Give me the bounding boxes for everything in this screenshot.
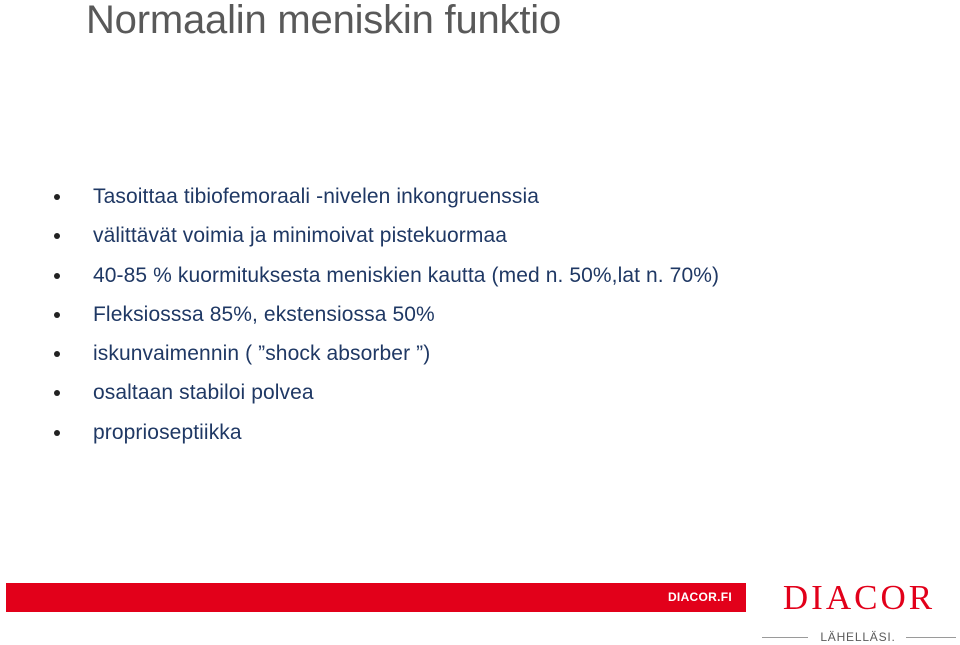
logo-tagline: LÄHELLÄSI.: [820, 630, 896, 644]
footer-bar: [6, 583, 746, 612]
bullet-icon: [54, 312, 60, 318]
bullet-icon: [54, 194, 60, 200]
footer-url-link[interactable]: DIACOR.FI: [667, 590, 732, 604]
logo-wordmark: DIACOR: [782, 578, 936, 617]
bullet-text: välittävät voimia ja minimoivat pistekuormaa: [93, 224, 508, 248]
bullet-text: Tasoittaa tibiofemoraali -nivelen inkongruenssia: [93, 185, 540, 208]
bullet-icon: [54, 273, 60, 279]
bullet-icon: [54, 351, 60, 357]
diacor-logo: [762, 579, 956, 645]
bullet-text: osaltaan stabiloi polvea: [93, 381, 314, 405]
slide-title: Normaalin meniskin funktio: [86, 0, 561, 42]
bullet-text: iskunvaimennin ( ”shock absorber ”): [93, 342, 431, 366]
bullet-text: 40-85 % kuormituksesta meniskien kautta (med n. 50%,lat n. 70%): [93, 263, 720, 287]
tagline-divider-left: [762, 637, 808, 638]
tagline-divider-right: [906, 637, 956, 638]
bullet-text: proprioseptiikka: [93, 420, 242, 444]
bullet-icon: [54, 390, 60, 396]
bullet-icon: [54, 430, 60, 436]
bullet-icon: [54, 233, 60, 239]
bullet-text: Fleksiosssa 85%, ekstensiossa 50%: [93, 302, 435, 326]
logo-tagline-row: [762, 629, 956, 645]
